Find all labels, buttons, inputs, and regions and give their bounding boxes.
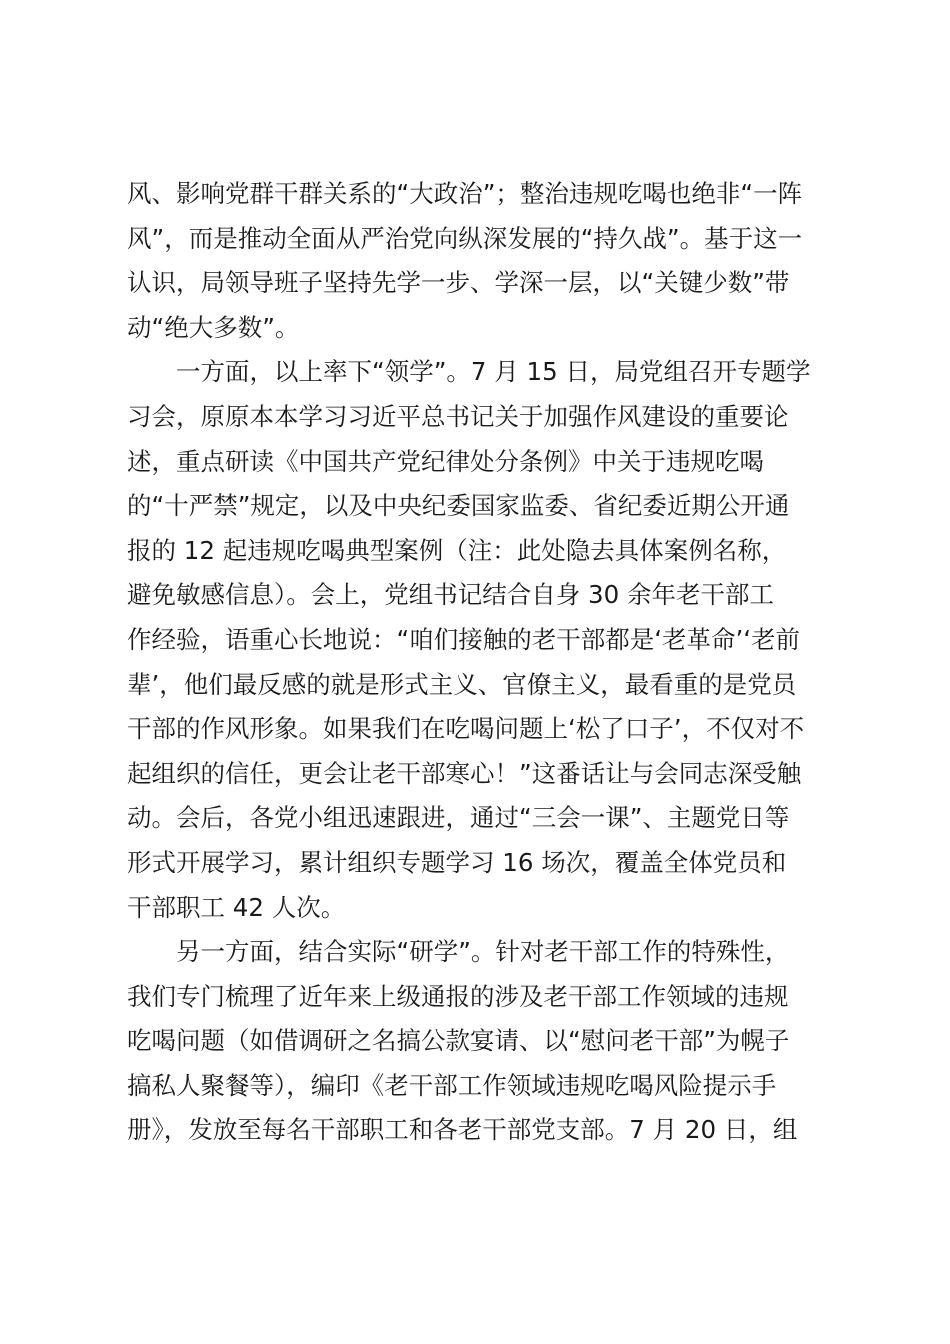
text-line: 动。会后，各党小组迅速跟进，通过“三会一课”、主题党日等: [127, 803, 790, 833]
body-text: [127, 172, 837, 1153]
text-line: 吃喝问题（如借调研之名搞公款宴请、以“慰问老干部”为幌子: [127, 1026, 790, 1056]
text-line: 习会，原原本本学习习近平总书记关于加强作风建设的重要论: [127, 401, 789, 431]
text-line: 干部职工 42 人次。: [127, 892, 346, 922]
text-line: 册》，发放至每名干部职工和各老干部党支部。7 月 20 日，组: [127, 1115, 798, 1145]
text-line: 风、影响党群干群关系的“大政治”；整治违规吃喝也绝非“一阵: [127, 179, 803, 208]
text-line: 报的 12 起违规吃喝典型案例（注：此处隐去具体案例名称，: [127, 535, 787, 565]
text-line: 动“绝大多数”。: [127, 312, 300, 342]
text-line: 我们专门梳理了近年来上级通报的涉及老干部工作领域的违规: [127, 981, 789, 1011]
text-line: 避免敏感信息）。会上，党组书记结合自身 30 余年老干部工: [127, 580, 774, 610]
text-line: 认识，局领导班子坚持先学一步、学深一层，以“关键少数”带: [127, 268, 790, 298]
text-line: 风”，而是推动全面从严治党向纵深发展的“持久战”。基于这一: [127, 223, 803, 253]
paragraph-start-line: 另一方面，结合实际“研学”。针对老干部工作的特殊性，: [176, 937, 790, 967]
paragraph-start-line: 一方面，以上率下“领学”。7 月 15 日，局党组召开专题学: [176, 357, 811, 387]
text-line: 搞私人聚餐等），编印《老干部工作领域违规吃喝风险提示手: [127, 1070, 777, 1100]
text-line: 辈’，他们最反感的就是形式主义、官僚主义，最看重的是党员: [127, 669, 797, 699]
text-line: 述，重点研读《中国共产党纪律处分条例》中关于违规吃喝: [127, 446, 764, 476]
text-line: 作经验，语重心长地说：“咱们接触的老干部都是‘老革命’‘老前: [127, 624, 801, 654]
text-line: 形式开展学习，累计组织专题学习 16 场次，覆盖全体党员和: [127, 847, 787, 877]
text-line: 干部的作风形象。如果我们在吃喝问题上‘松了口子’，不仅对不: [127, 714, 805, 744]
text-line: 的“十严禁”规定，以及中央纪委国家监委、省纪委近期公开通: [127, 491, 790, 521]
text-line: 起组织的信任，更会让老干部寒心！”这番话让与会同志深受触: [127, 758, 802, 788]
